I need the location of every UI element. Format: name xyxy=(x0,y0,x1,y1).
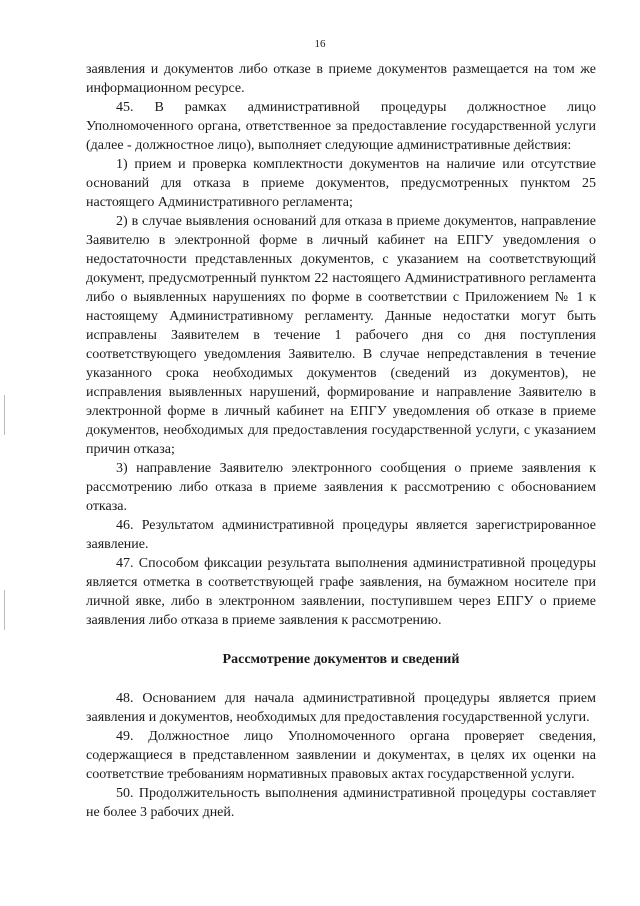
paragraph-continuation: заявления и документов либо отказе в приеме документов размещается на том же информационном ресурсе. xyxy=(86,62,596,96)
document-body xyxy=(86,60,596,822)
paragraph-50: 50. Продолжительность выполнения административной процедуры составляет не более 3 рабочих дней. xyxy=(86,786,596,820)
page-number: 16 xyxy=(314,38,326,50)
paragraph-45-item-1: 1) прием и проверка комплектности документов на наличие или отсутствие оснований для отказа в приеме документов, предусмотренных пунктом 25 настоящего Административного регламента; xyxy=(86,157,596,210)
margin-scan-mark xyxy=(4,395,5,435)
section-title: Рассмотрение документов и сведений xyxy=(222,652,460,667)
paragraph-49: 49. Должностное лицо Уполномоченного органа проверяет сведения, содержащиеся в представленном заявлении и документах, в целях их оценки на соответствие требованиям нормативных правовых актах государственной услуги. xyxy=(86,729,596,782)
paragraph-47: 47. Способом фиксации результата выполнения административной процедуры является отметка в соответствующей графе заявления, на бумажном носителе при личной явке, либо в электронном заявлении, поступившем через ЕПГУ о приеме заявления либо отказа в приеме заявления к рассмотрению. xyxy=(86,556,596,628)
paragraph-48: 48. Основанием для начала административной процедуры является прием заявления и документов, необходимых для предоставления государственной услуги. xyxy=(86,691,596,725)
paragraph-45-item-2: 2) в случае выявления оснований для отказа в приеме документов, направление Заявителю в электронной форме в личный кабинет на ЕПГУ уведомления о недостаточности представленных документов, с указанием на соответствующий документ, предусмотренный пунктом 22 настоящего Административного регламента либо о выявленных нарушениях по форме в соответствии с Приложением № 1 к настоящему Административному регламенту. Данные недостатки могут быть исправлены Заявителем в течение 1 рабочего дня со дня поступления соответствующего уведомления Заявителю. В случае непредставления в течение указанного срока необходимых документов (сведений из документов), не исправления выявленных нарушений, формирование и направление Заявителю в электронной форме в личный кабинет на ЕПГУ уведомления об отказе в приеме документов, необходимых для предоставления государственной услуги, с указанием причин отказа; xyxy=(86,214,596,457)
paragraph-45-item-3: 3) направление Заявителю электронного сообщения о приеме заявления к рассмотрению либо отказа в приеме заявления к рассмотрению с обоснованием отказа. xyxy=(86,461,596,514)
paragraph-45: 45. В рамках административной процедуры должностное лицо Уполномоченного органа, ответственное за предоставление государственной услуги (далее - должностное лицо), выполняет следующие административные действия: xyxy=(86,100,596,153)
paragraph-46: 46. Результатом административной процедуры является зарегистрированное заявление. xyxy=(86,518,596,552)
margin-scan-mark xyxy=(4,590,5,630)
